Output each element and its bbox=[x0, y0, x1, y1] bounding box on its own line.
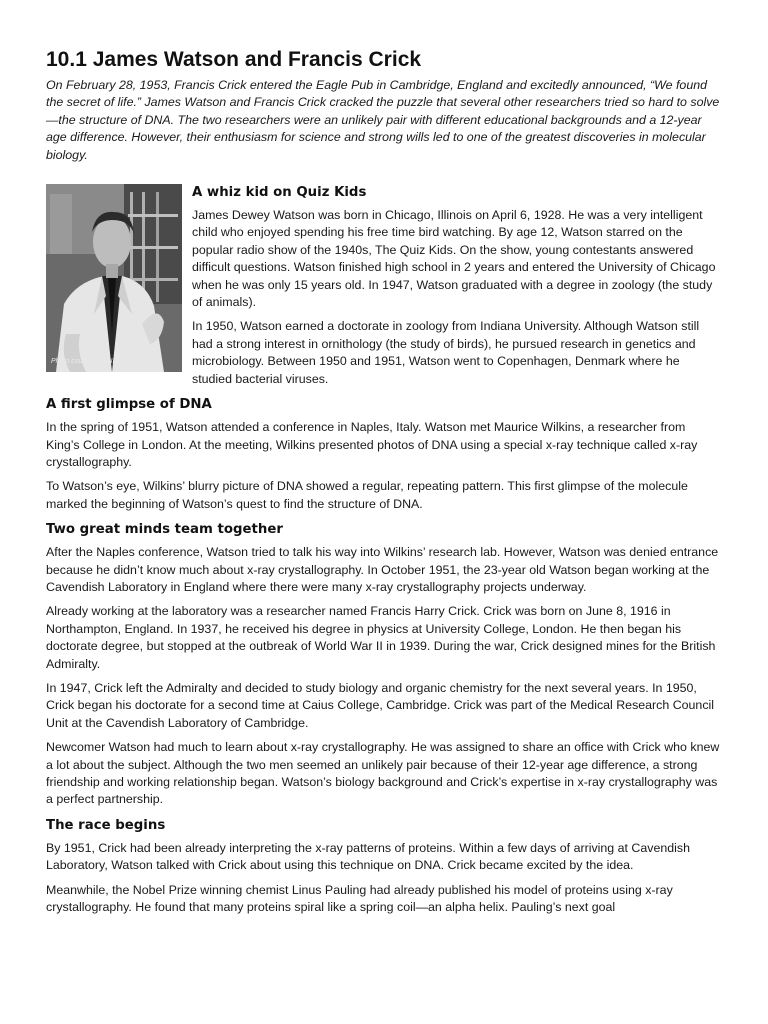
paragraph: In the spring of 1951, Watson attended a conference in Naples, Italy. Watson met Maurice Wilkins, a researcher from King’s College in London. At the meeting, Wilkins presented photos of DNA using a special x-ray technique called x-ray crystallography. bbox=[46, 420, 698, 469]
page-title: 10.1 James Watson and Francis Crick bbox=[46, 48, 422, 71]
paragraph: Meanwhile, the Nobel Prize winning chemist Linus Pauling had already published his model of proteins using x-ray crystallography. He found that many proteins spiral like a spring coil—an alpha helix. Pauling’s next goal bbox=[46, 882, 673, 915]
section-heading: A whiz kid on Quiz Kids bbox=[192, 185, 367, 201]
paragraph: In 1947, Crick left the Admiralty and decided to study biology and organic chemistry for the next several years. In 1950, Crick began his doctorate for a second time at Caius College, Cambridge. Crick was part of the Medical Research Council Unit at the Cavendish Laboratory of Cambridge. bbox=[46, 680, 715, 730]
paragraph: By 1951, Crick had been already interpreting the x-ray patterns of proteins. Within a few days of arriving at Cavendish Laboratory, Watson talked with Crick about using this technique on DNA. Crick became excited by the idea. bbox=[46, 840, 690, 873]
paragraph: Newcomer Watson had much to learn about x-ray crystallography. He was assigned to share an office with Crick who knew a lot about the subject. Although the two men seemed an unlikely pair because of their 12-year age difference, a strong friendship and working relationship began. Watson’s biology background and Crick’s expertise in x-ray crystallography was a perfect partnership. bbox=[46, 740, 720, 807]
section-heading: A first glimpse of DNA bbox=[46, 397, 212, 413]
paragraph: After the Naples conference, Watson tried to talk his way into Wilkins’ research lab. However, Watson was denied entrance because he didn’t know much about x-ray crystallography. In October 1951, the 23-year old Watson began working at the Cavendish Laboratory in England where there were many x-ray crystallography projects underway. bbox=[46, 545, 719, 594]
section-heading: The race begins bbox=[46, 817, 166, 833]
photo-credit: Photo courtesy of NLM. bbox=[51, 358, 125, 366]
watson-photo bbox=[46, 184, 182, 372]
paragraph: To Watson’s eye, Wilkins’ blurry picture of DNA showed a regular, repeating pattern. This first glimpse of the molecule marked the beginning of Watson’s quest to find the structure of DNA. bbox=[46, 479, 688, 511]
paragraph: Already working at the laboratory was a researcher named Francis Harry Crick. Crick was born on June 8, 1916 in Northampton, England. In 1937, he received his degree in physics at University College, London. He then began his doctorate degree, but stopped at the outbreak of World War II in 1939. During the war, Crick designed mines for the British Admiralty. bbox=[46, 604, 716, 671]
intro-paragraph: On February 28, 1953, Francis Crick entered the Eagle Pub in Cambridge, England and excitedly announced, “We found the secret of life.” James Watson and Francis Crick cracked the puzzle that several other researchers tried so hard to solve—the structure of DNA. The two researchers were an unlikely pair with different educational backgrounds and a 12-year age difference. However, their enthusiasm for science and strong wills led to one of the greatest discoveries in molecular biology. bbox=[46, 78, 720, 162]
paragraph: In 1950, Watson earned a doctorate in zoology from Indiana University. Although Watson still had a strong interest in ornithology (the study of birds), he pursued research in genetics and microbiology. Between 1950 and 1951, Watson went to Copenhagen, Denmark where he studied bacterial viruses. bbox=[192, 319, 700, 386]
section-heading: Two great minds team together bbox=[46, 522, 283, 538]
paragraph: James Dewey Watson was born in Chicago, Illinois on April 6, 1928. He was a very intelligent child who enjoyed spending his free time bird watching. By age 12, Watson starred on the popular radio show of the 1940s, The Quiz Kids. On the show, young contestants answered difficult questions. Watson finished high school in 2 years and entered the University of Chicago when he was only 15 years old. In 1947, Watson graduated with a degree in zoology (the study of animals). bbox=[192, 208, 716, 310]
section-whiz-kid bbox=[46, 184, 722, 388]
portrait-image bbox=[46, 184, 182, 372]
